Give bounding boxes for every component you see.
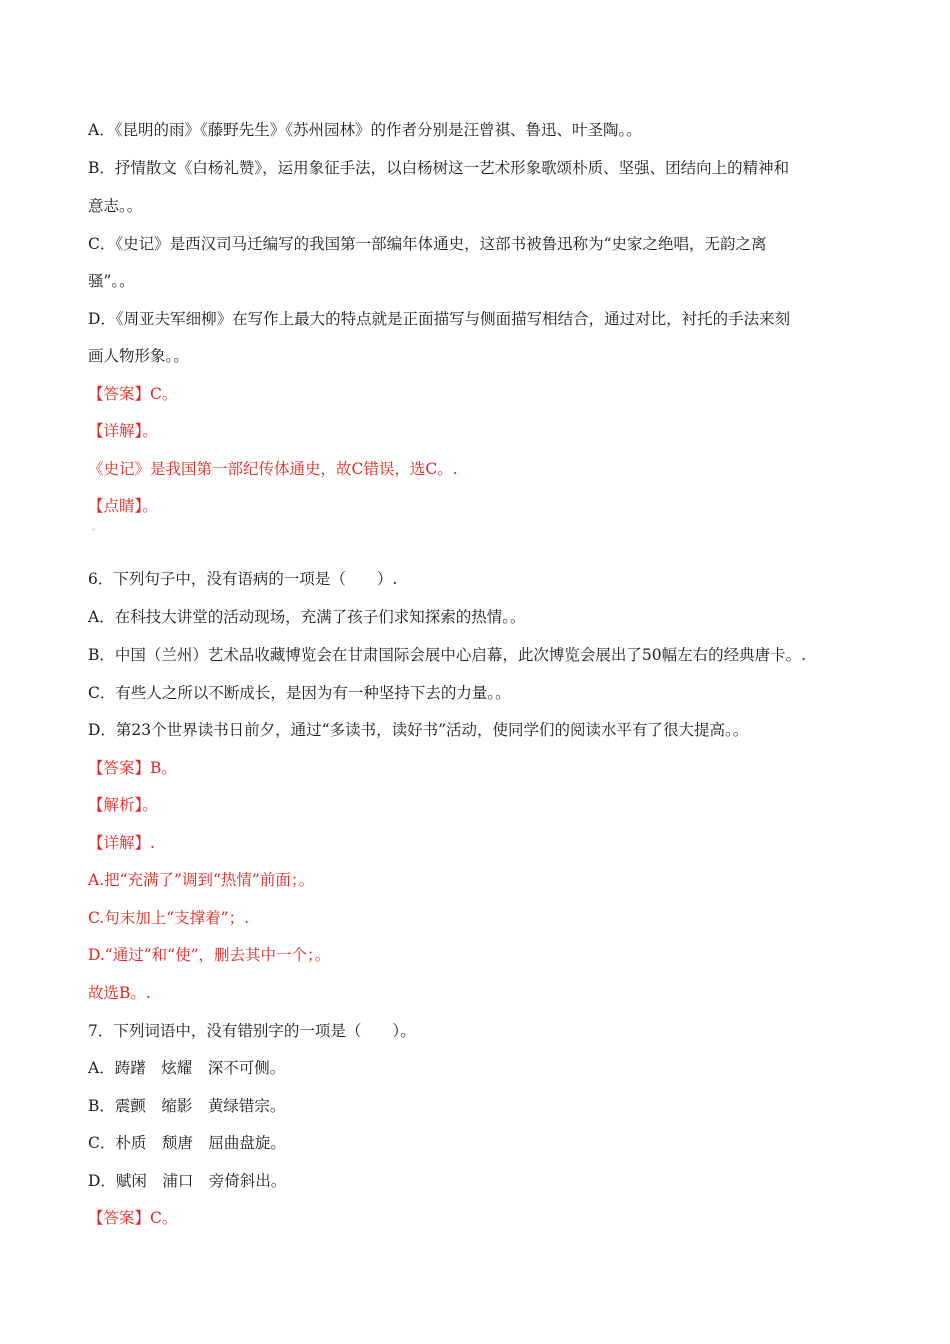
q5-answer: 【答案】C。 <box>88 385 178 403</box>
q5-option-b-line1: B．抒情散文《白杨礼赞》，运用象征手法，以白杨树这一艺术形象歌颂朴质、坚强、团结向上的精神和 <box>88 159 790 177</box>
q6-analysis-heading: 【解析】。 <box>88 796 158 814</box>
q5-option-d-line1: D．《周亚夫军细柳》在写作上最大的特点就是正面描写与侧面描写相结合，通过对比，衬托的手法来刻 <box>88 310 791 328</box>
q6-option-a: A．在科技大讲堂的活动现场，充满了孩子们求知探索的热情。。 <box>88 608 526 626</box>
q6-conclusion: 故选B。. <box>88 984 151 1002</box>
q5-detail-heading: 【详解】。 <box>88 422 158 440</box>
q6-detail-d: D.“通过”和“使”，删去其中一个；。 <box>88 946 331 964</box>
q6-option-c: C．有些人之所以不断成长，是因为有一种坚持下去的力量。。 <box>88 684 511 702</box>
q7-option-c: C．朴质 颓唐 屈曲盘旋。 <box>88 1134 286 1152</box>
q5-comment-heading: 【点睛】。 <box>88 497 158 515</box>
q5-option-b-line2: 意志。。 <box>88 197 143 215</box>
q6-detail-c: C.句末加上“支撑着”；. <box>88 909 250 927</box>
q6-option-b: B．中国（兰州）艺术品收藏博览会在甘肃国际会展中心启幕，此次博览会展出了50幅左右的经典唐卡。. <box>88 646 807 664</box>
q6-detail-a: A.把“充满了”调到“热情”前面；。 <box>88 871 315 889</box>
q6-detail-heading: 【详解】. <box>88 834 155 852</box>
q7-stem: 7．下列词语中，没有错别字的一项是（ ）。 <box>88 1022 416 1040</box>
q6-answer: 【答案】B。 <box>88 759 177 777</box>
q5-option-c-line1: C．《史记》是西汉司马迁编写的我国第一部编年体通史，这部书被鲁迅称为“史家之绝唱，无韵之离 <box>88 235 767 253</box>
q5-end-mark: 。 <box>92 523 102 533</box>
q5-detail: 《史记》是我国第一部纪传体通史，故C错误，选C。. <box>88 460 458 478</box>
q5-option-c-line2: 骚”。。 <box>88 272 135 290</box>
q5-option-d-line2: 画人物形象。。 <box>88 347 189 365</box>
q7-option-b: B．震颤 缩影 黄绿错宗。 <box>88 1097 286 1115</box>
q5-option-a: A．《昆明的雨》《藤野先生》《苏州园林》的作者分别是汪曾祺、鲁迅、叶圣陶。。 <box>88 121 642 139</box>
q7-option-d: D．赋闲 浦口 旁倚斜出。 <box>88 1172 287 1190</box>
q6-option-d: D．第23个世界读书日前夕，通过“多读书，读好书”活动，使同学们的阅读水平有了很大提高。。 <box>88 721 749 739</box>
q7-answer: 【答案】C。 <box>88 1209 178 1227</box>
q7-option-a: A．踌躇 炫耀 深不可侧。 <box>88 1059 286 1077</box>
q6-stem: 6．下列句子中，没有语病的一项是（ ）. <box>88 570 398 588</box>
